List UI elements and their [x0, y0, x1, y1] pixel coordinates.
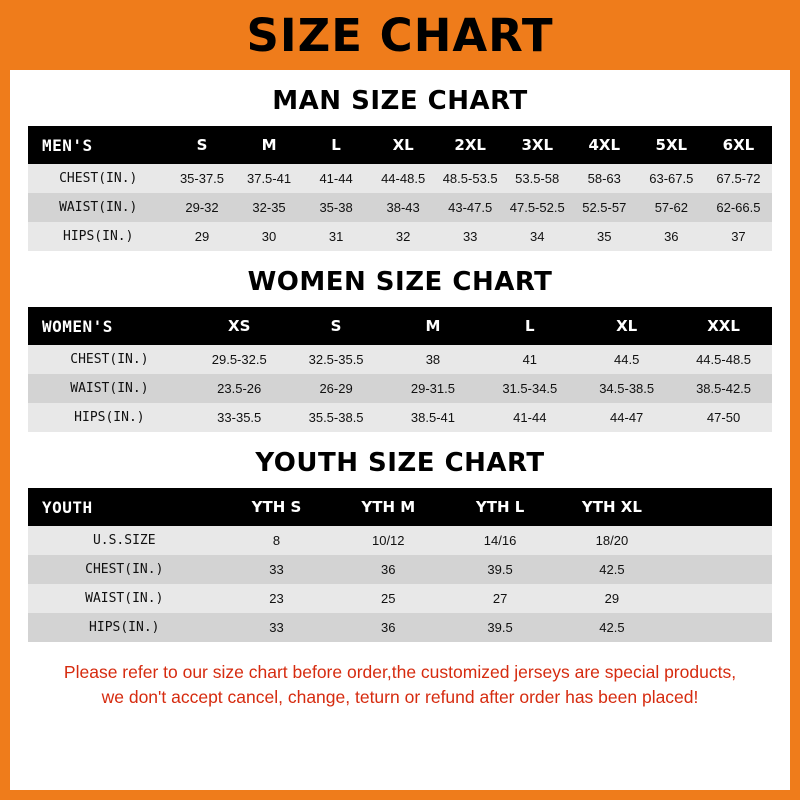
men-waist-4xl: 52.5-57: [571, 193, 638, 222]
table-row: [28, 164, 772, 193]
youth-header-size-s: YTH S: [221, 488, 333, 526]
youth-ussize-xl: 18/20: [556, 526, 668, 555]
men-waist-l: 35-38: [303, 193, 370, 222]
women-header-size-l: L: [481, 307, 578, 345]
men-hips-xl: 32: [370, 222, 437, 251]
table-row: [28, 526, 772, 555]
banner: [0, 0, 800, 70]
men-hips-4xl: 35: [571, 222, 638, 251]
youth-row-spacer: [668, 613, 772, 642]
table-row: [28, 193, 772, 222]
youth-header-size-xl: YTH XL: [556, 488, 668, 526]
women-hips-s: 35.5-38.5: [288, 403, 385, 432]
men-header-size-2xl: 2XL: [437, 126, 504, 164]
men-hips-6xl: 37: [705, 222, 772, 251]
table-header-row: [28, 126, 772, 164]
youth-waist-xl: 29: [556, 584, 668, 613]
men-header-size-m: M: [236, 126, 303, 164]
youth-header-size-l: YTH L: [444, 488, 556, 526]
section-youth: [28, 448, 772, 642]
men-header-size-l: L: [303, 126, 370, 164]
section-title-youth: YOUTH SIZE CHART: [255, 448, 545, 478]
section-title-men: MAN SIZE CHART: [272, 86, 528, 116]
men-header-size-5xl: 5XL: [638, 126, 705, 164]
youth-ussize-s: 8: [221, 526, 333, 555]
men-chest-m: 37.5-41: [236, 164, 303, 193]
men-chest-5xl: 63-67.5: [638, 164, 705, 193]
youth-chest-m: 36: [332, 555, 444, 584]
section-women: [28, 267, 772, 432]
women-hips-l: 41-44: [481, 403, 578, 432]
women-header-size-xs: XS: [191, 307, 288, 345]
men-chest-l: 41-44: [303, 164, 370, 193]
youth-table-header: [28, 488, 772, 526]
men-chest-6xl: 67.5-72: [705, 164, 772, 193]
women-chest-xl: 44.5: [578, 345, 675, 374]
women-waist-xxl: 38.5-42.5: [675, 374, 772, 403]
footer-note-line2: we don't accept cancel, change, teturn or refund after order has been placed!: [101, 687, 699, 708]
youth-row-spacer: [668, 584, 772, 613]
women-header-size-m: M: [385, 307, 482, 345]
men-chest-2xl: 48.5-53.5: [437, 164, 504, 193]
youth-size-table: [28, 488, 772, 642]
men-header-size-6xl: 6XL: [705, 126, 772, 164]
men-header-corner: MEN'S: [28, 126, 168, 164]
men-hips-m: 30: [236, 222, 303, 251]
youth-row-spacer: [668, 526, 772, 555]
page-title: SIZE CHART: [246, 8, 554, 62]
women-size-table: [28, 307, 772, 432]
youth-waist-m: 25: [332, 584, 444, 613]
men-row-label-waist: WAIST(IN.): [28, 193, 168, 222]
men-row-label-chest: CHEST(IN.): [28, 164, 168, 193]
table-header-row: [28, 307, 772, 345]
section-men: [28, 86, 772, 251]
youth-ussize-m: 10/12: [332, 526, 444, 555]
men-waist-5xl: 57-62: [638, 193, 705, 222]
youth-waist-s: 23: [221, 584, 333, 613]
table-row: [28, 374, 772, 403]
women-table-header: [28, 307, 772, 345]
youth-chest-xl: 42.5: [556, 555, 668, 584]
table-row: [28, 584, 772, 613]
women-chest-s: 32.5-35.5: [288, 345, 385, 374]
table-row: [28, 345, 772, 374]
women-hips-m: 38.5-41: [385, 403, 482, 432]
youth-waist-l: 27: [444, 584, 556, 613]
men-table-body: [28, 164, 772, 251]
women-header-size-s: S: [288, 307, 385, 345]
women-chest-m: 38: [385, 345, 482, 374]
men-hips-2xl: 33: [437, 222, 504, 251]
men-waist-m: 32-35: [236, 193, 303, 222]
men-header-size-3xl: 3XL: [504, 126, 571, 164]
men-chest-xl: 44-48.5: [370, 164, 437, 193]
men-chest-3xl: 53.5-58: [504, 164, 571, 193]
youth-chest-s: 33: [221, 555, 333, 584]
youth-hips-s: 33: [221, 613, 333, 642]
footer-note: [28, 660, 772, 711]
men-hips-5xl: 36: [638, 222, 705, 251]
youth-row-label-ussize: U.S.SIZE: [28, 526, 221, 555]
women-chest-xxl: 44.5-48.5: [675, 345, 772, 374]
women-hips-xxl: 47-50: [675, 403, 772, 432]
men-waist-2xl: 43-47.5: [437, 193, 504, 222]
men-waist-s: 29-32: [168, 193, 235, 222]
youth-row-label-waist: WAIST(IN.): [28, 584, 221, 613]
youth-table-body: [28, 526, 772, 642]
men-header-size-s: S: [168, 126, 235, 164]
youth-row-label-chest: CHEST(IN.): [28, 555, 221, 584]
table-row: [28, 403, 772, 432]
women-header-size-xl: XL: [578, 307, 675, 345]
youth-hips-xl: 42.5: [556, 613, 668, 642]
men-hips-3xl: 34: [504, 222, 571, 251]
youth-header-corner: YOUTH: [28, 488, 221, 526]
men-waist-xl: 38-43: [370, 193, 437, 222]
men-waist-3xl: 47.5-52.5: [504, 193, 571, 222]
youth-hips-m: 36: [332, 613, 444, 642]
section-title-women: WOMEN SIZE CHART: [247, 267, 553, 297]
women-waist-l: 31.5-34.5: [481, 374, 578, 403]
men-header-size-xl: XL: [370, 126, 437, 164]
footer-note-line1: Please refer to our size chart before order,the customized jerseys are special products,: [63, 662, 737, 682]
women-hips-xl: 44-47: [578, 403, 675, 432]
women-row-label-waist: WAIST(IN.): [28, 374, 191, 403]
youth-row-spacer: [668, 555, 772, 584]
men-chest-4xl: 58-63: [571, 164, 638, 193]
men-size-table: [28, 126, 772, 251]
men-header-size-4xl: 4XL: [571, 126, 638, 164]
table-header-row: [28, 488, 772, 526]
men-row-label-hips: HIPS(IN.): [28, 222, 168, 251]
men-hips-s: 29: [168, 222, 235, 251]
youth-chest-l: 39.5: [444, 555, 556, 584]
women-waist-m: 29-31.5: [385, 374, 482, 403]
women-row-label-hips: HIPS(IN.): [28, 403, 191, 432]
women-chest-xs: 29.5-32.5: [191, 345, 288, 374]
women-table-body: [28, 345, 772, 432]
women-row-label-chest: CHEST(IN.): [28, 345, 191, 374]
youth-ussize-l: 14/16: [444, 526, 556, 555]
table-row: [28, 222, 772, 251]
men-chest-s: 35-37.5: [168, 164, 235, 193]
women-chest-l: 41: [481, 345, 578, 374]
women-header-corner: WOMEN'S: [28, 307, 191, 345]
women-waist-xl: 34.5-38.5: [578, 374, 675, 403]
men-waist-6xl: 62-66.5: [705, 193, 772, 222]
men-hips-l: 31: [303, 222, 370, 251]
men-table-header: [28, 126, 772, 164]
youth-row-label-hips: HIPS(IN.): [28, 613, 221, 642]
women-waist-s: 26-29: [288, 374, 385, 403]
youth-hips-l: 39.5: [444, 613, 556, 642]
table-row: [28, 555, 772, 584]
table-row: [28, 613, 772, 642]
content: [10, 86, 790, 711]
women-hips-xs: 33-35.5: [191, 403, 288, 432]
women-header-size-xxl: XXL: [675, 307, 772, 345]
women-waist-xs: 23.5-26: [191, 374, 288, 403]
youth-header-size-m: YTH M: [332, 488, 444, 526]
youth-header-spacer: [668, 488, 772, 526]
